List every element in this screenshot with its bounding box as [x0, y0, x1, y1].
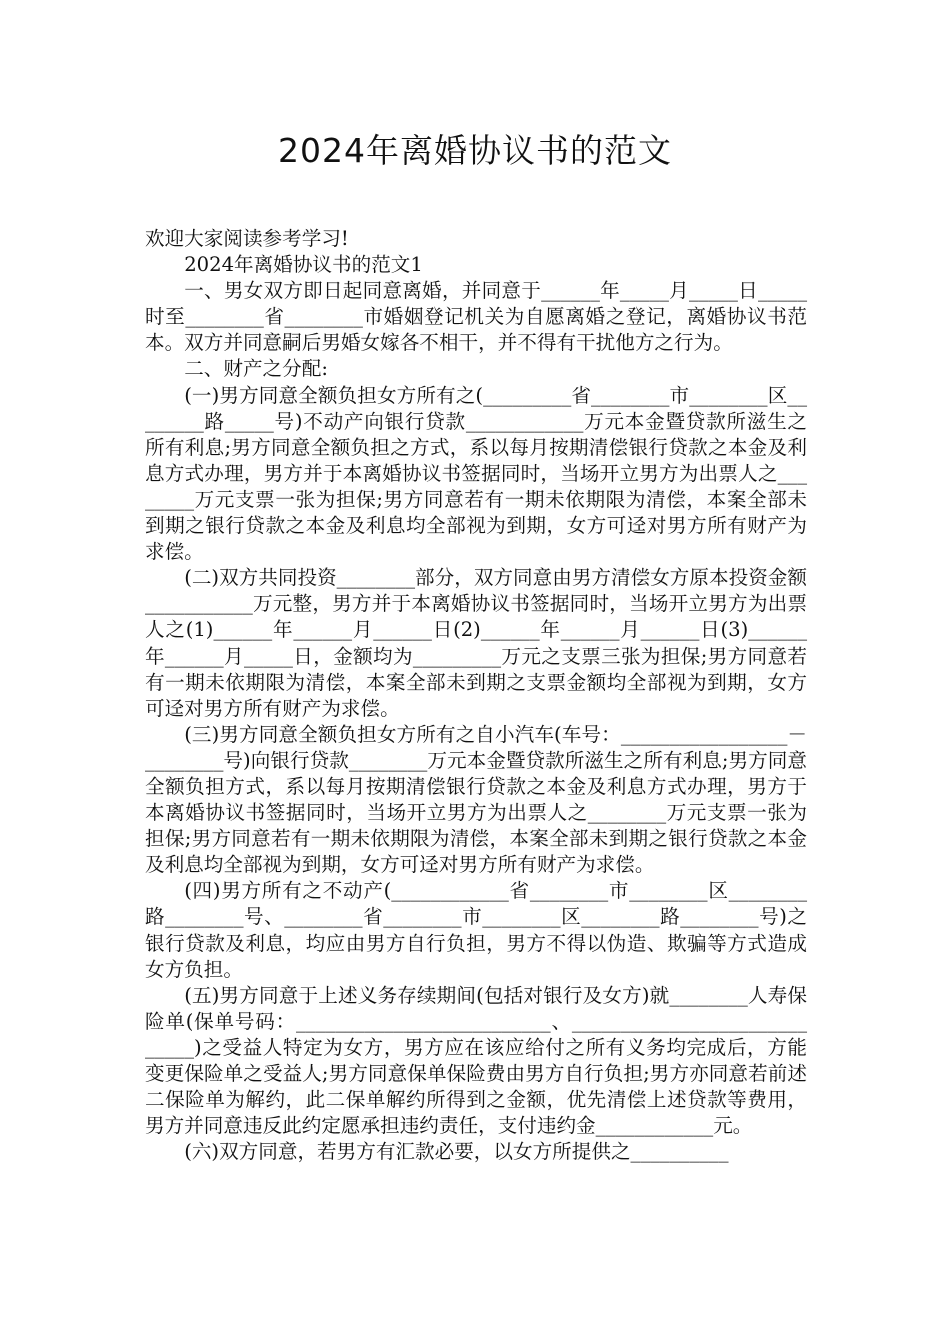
paragraph-item-4: (四)男方所有之不动产(____________省________市________区________路________号、________省________市________区________路________号)之银行贷款及利息，均应由男方自行负担，男方不得以伪造、欺骗等方式造成女方负担。: [145, 879, 807, 981]
paragraph-item-6: (六)双方同意，若男方有汇款必要，以女方所提供之__________: [184, 1140, 729, 1164]
paragraph-item-2: (二)双方共同投资________部分，双方同意由男方清偿女方原本投资金额___________万元整，男方并于本离婚协议书签据同时，当场开立男方为出票人之(1)______年______月______日(2)______年______月______日(3)______年______月_____日，金额均为_________万元之支票三张为担保;男方同意若有一期未依期限为清偿，本案全部未到期之支票金额均全部视为到期，女方可迳对男方所有财产为求偿。: [145, 566, 807, 720]
document-body: [145, 226, 807, 1165]
paragraph-item-1: (一)男方同意全额负担女方所有之(_________省________市________区________路_____号)不动产向银行贷款____________万元本金暨贷款所滋生之所有利息;男方同意全额负担之方式，系以每月按期清偿银行贷款之本金及利息方式办理，男方并于本离婚协议书签据同时，当场开立男方为出票人之________万元支票一张为担保;男方同意若有一期未依期限为清偿，本案全部未到期之银行贷款之本金及利息均全部视为到期，女方可迳对男方所有财产为求偿。: [145, 383, 807, 564]
paragraph-item-5: (五)男方同意于上述义务存续期间(包括对银行及女方)就________人寿保险单(保单号码：__________________________、_____________________________)之受益人特定为女方，男方应在该应给付之所有义务均完成后，方能变更保险单之受益人;男方同意保单保险费由男方自行负担;男方亦同意若前述二保险单为解约，此二保单解约所得到之金额，优先清偿上述贷款等费用，男方并同意违反此约定愿承担违约责任，支付违约金____________元。: [145, 983, 807, 1138]
paragraph-subtitle: 2024年离婚协议书的范文1: [184, 253, 423, 277]
document-title: 2024年离婚协议书的范文: [278, 131, 672, 170]
paragraph-clause-2-heading: 二、财产之分配:: [184, 357, 328, 381]
paragraph-clause-1: 一、男女双方即日起同意离婚，并同意于______年_____月_____日_____时至________省________市婚姻登记机关为自愿离婚之登记，离婚协议书范本。双方并同意嗣后男婚女嫁各不相干，并不得有干扰他方之行为。: [145, 279, 807, 355]
paragraph-item-3: (三)男方同意全额负担女方所有之自小汽车(车号：_________________－________号)向银行贷款________万元本金暨贷款所滋生之所有利息;男方同意全额负担方式，系以每月按期清偿银行贷款之本金及利息方式办理，男方于本离婚协议书签据同时，当场开立男方为出票人之________万元支票一张为担保;男方同意若有一期未依期限为清偿，本案全部未到期之银行贷款之本金及利息均全部视为到期，女方可迳对男方所有财产为求偿。: [145, 722, 807, 877]
paragraph-intro: 欢迎大家阅读参考学习!: [145, 227, 349, 250]
